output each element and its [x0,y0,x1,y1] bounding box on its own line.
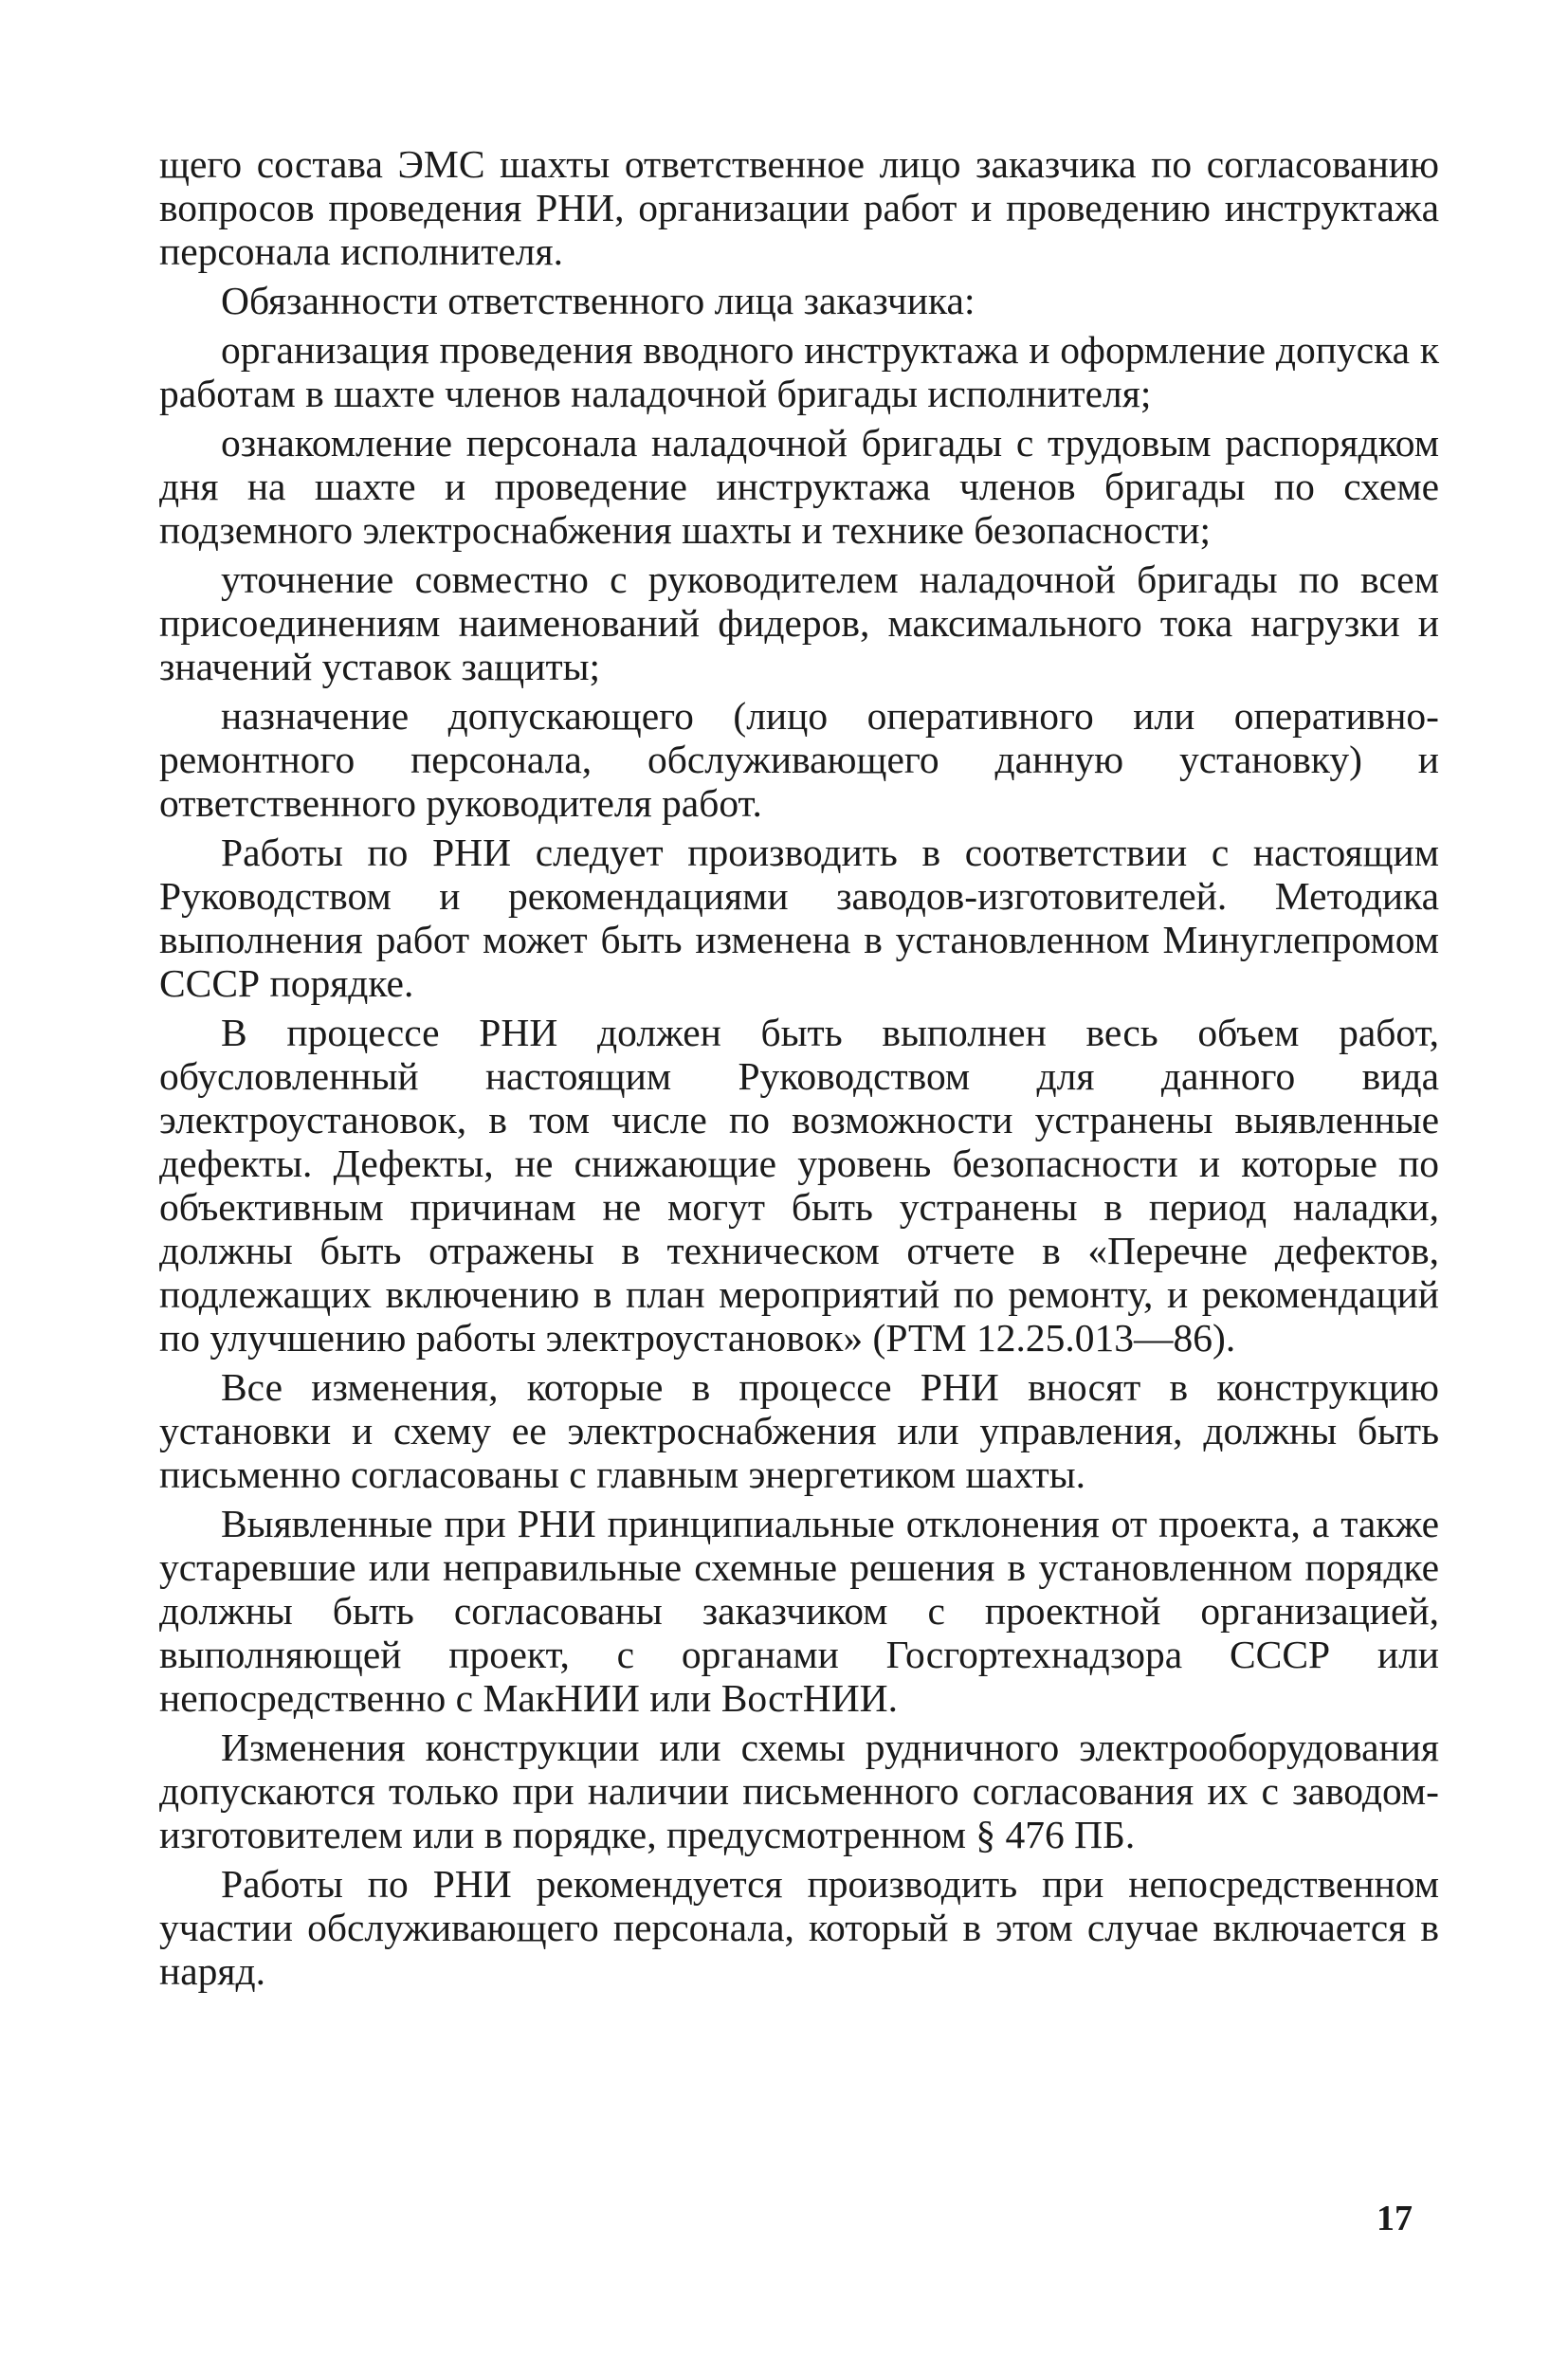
paragraph-personnel-participation: Работы по РНИ рекомендуется производить при непосредственном участии обслуживающего персонала, который в этом случае включается в наряд. [159,1862,1439,1993]
paragraph-duty-induction: организация проведения вводного инструктажа и оформление допуска к работам в шахте членов наладочной бригады исполнителя; [159,328,1439,415]
paragraph-continuation: щего состава ЭМС шахты ответственное лицо заказчика по согласованию вопросов проведения РНИ, организации работ и проведению инструктажа персонала исполнителя. [159,142,1439,273]
paragraph-equipment-changes: Изменения конструкции или схемы рудничного электрооборудования допускаются только при наличии письменного согласования их с заводом-изготовителем или в порядке, предусмотренном § 476 ПБ. [159,1726,1439,1856]
paragraph-works-procedure: Работы по РНИ следует производить в соответствии с настоящим Руководством и рекомендациями заводов-изготовителей. Методика выполнения работ может быть изменена в установленном Минуглепромом СССР порядке. [159,831,1439,1005]
page-number: 17 [1377,2199,1413,2238]
paragraph-changes-approval: Все изменения, которые в процессе РНИ вносят в конструкцию установки и схему ее электроснабжения или управления, должны быть письменно согласованы с главным энергетиком шахты. [159,1365,1439,1496]
paragraph-scope-of-works: В процессе РНИ должен быть выполнен весь объем работ, обусловленный настоящим Руководством для данного вида электроустановок, в том числе по возможности устранены выявленные дефекты. Дефекты, не снижающие уровень безопасности и которые по объективным причинам не могут быть устранены в период наладки, должны быть отражены в техническом отчете в «Перечне дефектов, подлежащих включению в план мероприятий по ремонту, и рекомендаций по улучшению работы электроустановок» (РТМ 12.25.013—86). [159,1011,1439,1360]
paragraph-duties-heading: Обязанности ответственного лица заказчика: [221,279,975,322]
page-body [159,142,1439,1999]
paragraph-duty-familiarization: ознакомление персонала наладочной бригады с трудовым распорядком дня на шахте и проведение инструктажа членов бригады по схеме подземного электроснабжения шахты и технике безопасности; [159,421,1439,552]
paragraph-deviations: Выявленные при РНИ принципиальные отклонения от проекта, а также устаревшие или неправильные схемные решения в установленном порядке должны быть согласованы заказчиком с проектной организацией, выполняющей проект, с органами Госгортехнадзора СССР или непосредственно с МакНИИ или ВостНИИ. [159,1502,1439,1720]
paragraph-duty-appointment: назначение допускающего (лицо оперативного или оперативно-ремонтного персонала, обслуживающего данную установку) и ответственного руководителя работ. [159,694,1439,825]
paragraph-duty-clarification: уточнение совместно с руководителем наладочной бригады по всем присоединениям наименований фидеров, максимального тока нагрузки и значений уставок защиты; [159,557,1439,688]
